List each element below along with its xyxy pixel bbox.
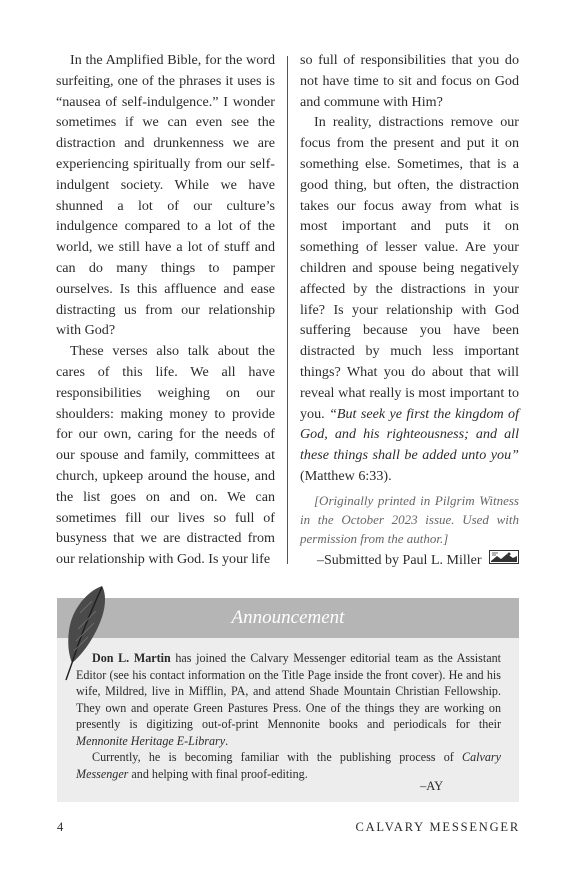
left-column (56, 50, 275, 570)
page-number: 4 (57, 820, 64, 834)
scripture-reference: (Matthew 6:33). (300, 467, 392, 484)
scripture-quote: “But seek ye first the kingdom of God, and his righteousness; and all these things shall be added unto you” (300, 405, 519, 464)
announcement-header (57, 598, 519, 638)
library-name: Mennonite Heritage E-Library (76, 733, 226, 748)
announcement-paragraph-2 (76, 749, 501, 782)
announcement-paragraph-2-end: and helping with final proof-editing. (131, 766, 308, 781)
right-paragraph-2-text: In reality, distractions remove our focus from the present and put it on something else. Sometimes, that is a good thing, but often, the distraction takes our focus away from what is most important and puts it on something of lesser value. Are your children and spouse being negatively affected by the distractions in your life? Is your relationship with God suffering because you have been distracted by much less important things? What you do about that will reveal what really is most important to you. (300, 114, 519, 422)
left-paragraph-1: In the Amplified Bible, for the word surfeiting, one of the phrases it uses is “nausea of self-indulgence.” I wonder sometimes if we can even see the distraction and drunkenness we are experiencing spiritually from our self-indulgent society. While we have shunned a lot of our culture’s indulgence compared to a lot of the world, we still have a lot of stuff and can do many things to pamper ourselves. Is this affluence and ease distracting us from our relationship with God? (56, 52, 275, 339)
announcement-title: Announcement (231, 607, 345, 628)
left-paragraph-2: These verses also talk about the cares of this life. We all have responsibilities weighing on our shoulders: making money to provide for our own, caring for the needs of our spouse and family, committees at church, upkeep around the house, and the list goes on and on. We can sometimes fill our lives so full of busyness that we are distracted from our relationship with God. Is your life (56, 343, 275, 568)
announcement-name: Don L. Martin (92, 651, 171, 665)
magazine-name: Calvary Messenger (76, 750, 501, 781)
announcement-body (76, 650, 501, 782)
submitted-by (300, 550, 519, 572)
announcement-paragraph-1-text: has joined the Calvary Messenger editorial team as the Assistant Editor (see his contact information on the Title Page inside the front cover). He and his wife, Mildred, live in Mifflin, PA, and attend Shade Mountain Christian Fellowship. They own and operate Green Pastures Press. One of the things they are working on presently is digitizing out-of-print Mennonite books and periodicals for their (76, 651, 501, 731)
announcement-paragraph-2-start: Currently, he is becoming familiar with the publishing process of (92, 750, 454, 764)
right-column (300, 50, 519, 572)
column-divider (287, 56, 288, 564)
submitted-by-text: –Submitted by Paul L. Miller (317, 552, 482, 568)
announcement-paragraph-1 (76, 650, 501, 749)
announcement-signature: –AY (420, 779, 444, 793)
right-paragraph-1: so full of responsibilities that you do not have time to sit and focus on God and commune with Him? (300, 52, 519, 110)
landscape-icon (489, 550, 519, 572)
right-paragraph-2 (300, 112, 519, 486)
reprint-note: [Originally printed in Pilgrim Witness in the October 2023 issue. Used with permission from the author.] (300, 492, 519, 546)
announcement-paragraph-1-end: . (225, 733, 229, 748)
running-title: CALVARY MESSENGER (355, 820, 520, 834)
